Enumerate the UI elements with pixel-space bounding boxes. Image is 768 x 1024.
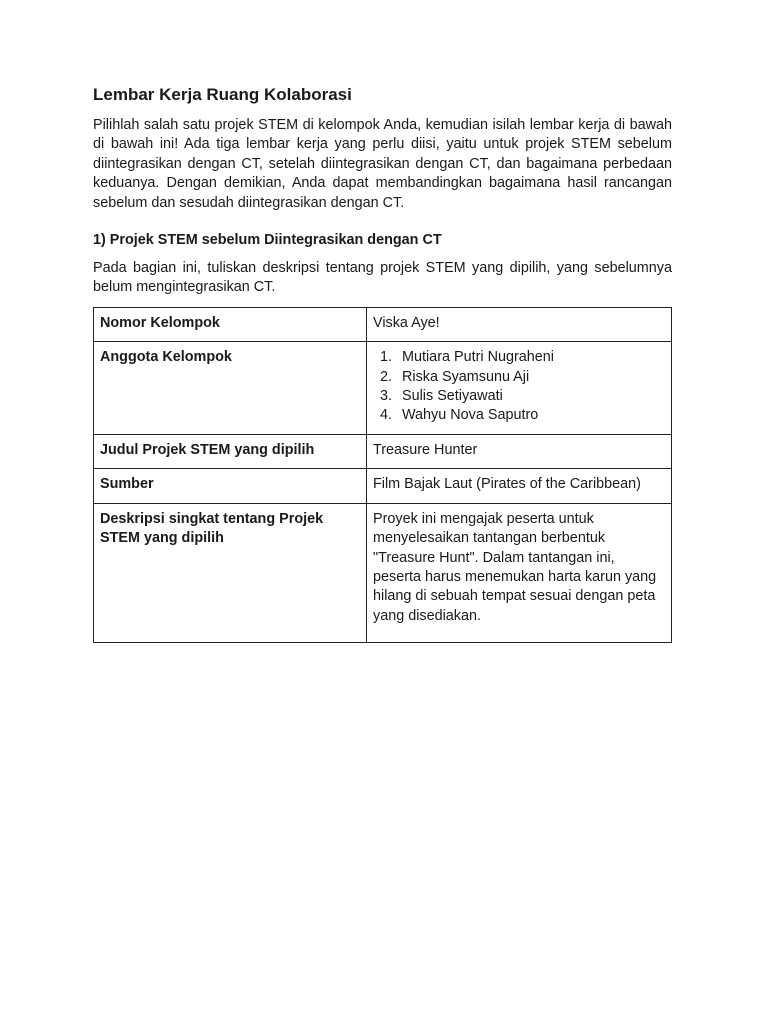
source-label: Sumber — [94, 469, 367, 503]
section-heading: 1) Projek STEM sebelum Diintegrasikan dengan CT — [93, 232, 442, 249]
list-number: 2. — [380, 368, 393, 385]
table-row-members — [94, 342, 672, 435]
table-row-source — [94, 469, 672, 503]
group-number-label: Nomor Kelompok — [94, 307, 367, 341]
table-row-group-number — [94, 307, 672, 341]
members-cell — [367, 342, 672, 435]
description-label: Deskripsi singkat tentang Projek STEM yang dipilih — [94, 503, 367, 642]
list-item — [380, 348, 665, 367]
list-number: 4. — [380, 407, 393, 424]
table-row-project-title — [94, 434, 672, 468]
list-number: 1. — [380, 349, 393, 366]
intro-paragraph: Pilihlah salah satu projek STEM di kelompok Anda, kemudian isilah lembar kerja di bawah di bawah ini! Ada tiga lembar kerja yang perlu diisi, yaitu untuk projek STEM sebelum diintegrasikan dengan CT, setelah diintegrasikan dengan CT, dan bagaimana perbedaan keduanya. Dengan demikian, Anda dapat membandingkan bagaimana hasil rancangan sebelum dan sesudah diintegrasikan dengan CT. — [93, 117, 672, 211]
group-number-value: Viska Aye! — [367, 307, 672, 341]
document-title: Lembar Kerja Ruang Kolaborasi — [93, 85, 352, 104]
member-name: Wahyu Nova Saputro — [402, 407, 539, 424]
source-value: Film Bajak Laut (Pirates of the Caribbean) — [367, 469, 672, 503]
list-item — [380, 406, 665, 425]
member-name: Sulis Setiyawati — [402, 388, 503, 405]
members-label: Anggota Kelompok — [94, 342, 367, 435]
project-info-table — [93, 307, 672, 643]
member-name: Riska Syamsunu Aji — [402, 368, 530, 385]
members-list — [373, 348, 665, 426]
table-row-description — [94, 503, 672, 642]
project-title-label: Judul Projek STEM yang dipilih — [94, 434, 367, 468]
member-name: Mutiara Putri Nugraheni — [402, 349, 554, 366]
description-value: Proyek ini mengajak peserta untuk menyelesaikan tantangan berbentuk "Treasure Hunt". Dalam tantangan ini, peserta harus menemukan harta karun yang hilang di sebuah tempat sesuai dengan peta yang disediakan. — [367, 503, 672, 642]
list-number: 3. — [380, 388, 393, 405]
section-description: Pada bagian ini, tuliskan deskripsi tentang projek STEM yang dipilih, yang sebelumnya belum mengintegrasikan CT. — [93, 260, 672, 296]
list-item — [380, 387, 665, 406]
list-item — [380, 368, 665, 387]
project-title-value: Treasure Hunter — [367, 434, 672, 468]
